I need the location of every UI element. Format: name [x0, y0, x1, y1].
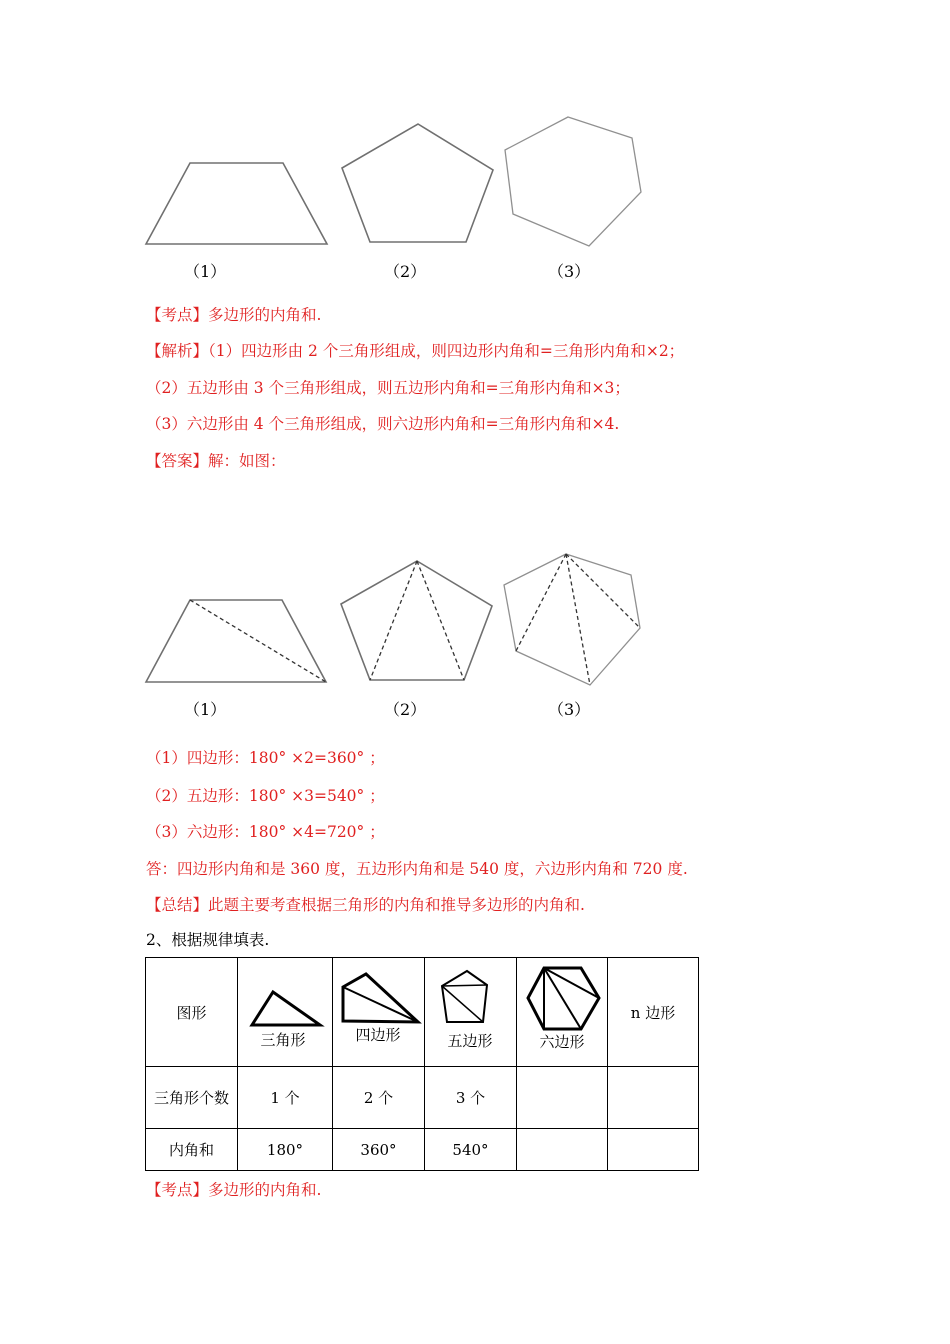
row-header-triangle-count: 三角形个数: [146, 1067, 238, 1129]
zongjie-line: [146, 893, 585, 915]
triangle-count-cell: 1 个: [238, 1067, 333, 1129]
shape-cell-hexagon: [517, 958, 608, 1067]
angle-sum-cell: 540°: [425, 1129, 517, 1171]
caption-hexagon: 六边形: [539, 1033, 585, 1051]
row-header-angle-sum: 内角和: [146, 1129, 238, 1171]
daan-tag: 【答案】: [146, 452, 209, 470]
table-row: [146, 1067, 699, 1129]
shape-cell-pentagon: [425, 958, 517, 1067]
caption-quadrilateral: 四边形: [355, 1026, 401, 1044]
kaodian-text-2: 多边形的内角和.: [208, 1181, 322, 1199]
rule-table: [145, 957, 699, 1171]
angle-sum-cell-blank[interactable]: [517, 1129, 608, 1171]
zongjie-tag: 【总结】: [146, 896, 209, 914]
row-header-shape: 图形: [146, 958, 238, 1067]
zongjie-text: 此题主要考查根据三角形的内角和推导多边形的内角和.: [208, 896, 585, 914]
angle-sum-cell: 180°: [238, 1129, 333, 1171]
quadrilateral-shape: [333, 958, 427, 1066]
shape-cell-n-gon: n 边形: [608, 958, 699, 1067]
calc-line-3: （3）六边形：180° ×4=720° ；: [146, 823, 385, 841]
shape-cell-quadrilateral: [333, 958, 425, 1067]
shape-cell-triangle: [238, 958, 333, 1067]
table-row: [146, 958, 699, 1067]
calc-line-1: （1）四边形：180° ×2=360° ；: [146, 749, 385, 767]
jiexi-tag: 【解析】: [146, 342, 209, 360]
triangle-count-cell-blank[interactable]: [608, 1067, 699, 1129]
figure-label-2: （2）: [384, 262, 427, 281]
calc-answer: 答：四边形内角和是 360 度，五边形内角和是 540 度，六边形内角和 720 度.: [146, 860, 688, 878]
jiexi-text-1: （1）四边形由 2 个三角形组成，则四边形内角和=三角形内角和×2；: [208, 342, 685, 360]
kaodian-text: 多边形的内角和.: [208, 306, 322, 324]
angle-sum-cell: 360°: [333, 1129, 425, 1171]
triangle-count-cell: 3 个: [425, 1067, 517, 1129]
kaodian-tag: 【考点】: [146, 306, 209, 324]
answer-figure-label-3: （3）: [548, 700, 591, 719]
caption-triangle: 三角形: [260, 1031, 306, 1049]
caption-pentagon: 五边形: [447, 1032, 493, 1050]
angle-sum-cell-blank[interactable]: [608, 1129, 699, 1171]
answer-figure-label-2: （2）: [384, 700, 427, 719]
kaodian-tag-2: 【考点】: [146, 1181, 209, 1199]
question-2: 2、根据规律填表.: [146, 931, 270, 949]
jiexi-line-3: （3）六边形由 4 个三角形组成，则六边形内角和=三角形内角和×4.: [146, 415, 620, 433]
triangle-count-cell-blank[interactable]: [517, 1067, 608, 1129]
triangle-count-cell: 2 个: [333, 1067, 425, 1129]
figure-label-3: （3）: [548, 262, 591, 281]
figure-label-1: （1）: [184, 262, 227, 281]
kaodian-line-2: [146, 1178, 321, 1200]
jiexi-line-2: （2）五边形由 3 个三角形组成，则五边形内角和=三角形内角和×3；: [146, 379, 630, 397]
answer-figure-label-1: （1）: [184, 700, 227, 719]
calc-line-2: （2）五边形：180° ×3=540° ；: [146, 787, 385, 805]
table-row: [146, 1129, 699, 1171]
daan-text: 解：如图：: [208, 452, 286, 470]
